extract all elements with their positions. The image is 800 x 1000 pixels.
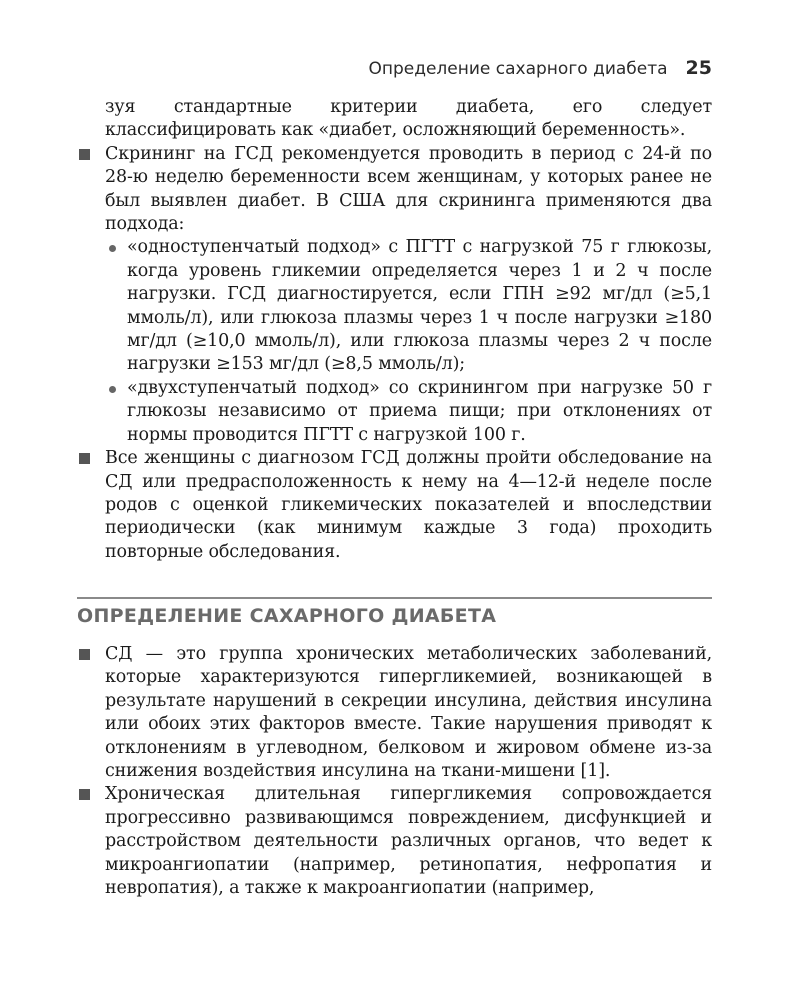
screening-approaches-list [105,236,712,447]
running-head [368,57,712,87]
definition-text-block [105,643,712,900]
square-bullet-icon [79,789,90,800]
section-divider [77,597,712,599]
square-bullet-icon [79,649,90,660]
approach-text: «одноступенчатый подход» с ПГТТ с нагрузкой 75 г глюкозы, когда уровень гликемии определяется через 1 и 2 ч после нагрузки. ГСД диагностируется, если ГПН ≥92 мг/дл (≥5,1 ммоль/л), или глюкоза плазмы через 1 ч после нагрузки ≥180 мг/дл (≥10,0 ммоль/л), или глюкоза плазмы через 2 ч после нагрузки ≥153 мг/дл (≥8,5 ммоль/л); [127,237,712,375]
screening-list-item [105,143,712,447]
approach-text: «двухступенчатый подход» со скринингом при нагрузке 50 г глюкозы независимо от приема пищи; при отклонениях от нормы проводится ПГТТ с нагрузкой 100 г. [127,377,712,445]
hyperglycemia-list-item [105,783,712,900]
approach-item-one-step [105,236,712,376]
square-bullet-icon [79,149,90,160]
round-bullet-icon [109,386,116,393]
definition-list-item [105,643,712,783]
section-heading: ОПРЕДЕЛЕНИЕ САХАРНОГО ДИАБЕТА [77,605,497,627]
hyperglycemia-text: Хроническая длительная гипергликемия сопровождается прогрессивно развивающимся повреждением, дисфункцией и расстройством деятельности различных органов, что ведет к микроангиопатии (например, ретинопатия, нефропатия и невропатия), а также к макроангиопатии (например, [105,784,712,899]
definition-text: СД — это группа хронических метаболических заболеваний, которые характеризуются гипергликемией, возникающей в результате нарушений в секреции инсулина, действия инсулина или обоих этих факторов вместе. Такие нарушения приводят к отклонениям в углеводном, белковом и жировом обмене из-за снижения воздействия инсулина на ткани-мишени [1]. [105,644,712,782]
round-bullet-icon [109,245,116,252]
approach-item-two-step [105,377,712,447]
square-bullet-icon [79,453,90,464]
running-title: Определение сахарного диабета [368,59,668,79]
continued-paragraph: зуя стандартные критерии диабета, его следует классифицировать как «диабет, осложняющий беременность». [105,97,712,141]
upper-text-block [105,96,712,564]
page-number: 25 [685,57,712,79]
followup-text: Все женщины с диагнозом ГСД должны пройти обследование на СД или предрасположенность к нему на 4—12-й неделе после родов с оценкой гликемических показателей и впоследствии периодически (как минимум каждые 3 года) проходить повторные обследования. [105,448,712,562]
followup-list-item [105,447,712,564]
screening-text: Скрининг на ГСД рекомендуется проводить в период с 24-й по 28-ю неделю беременности всем женщинам, у которых ранее не был выявлен диабет. В США для скрининга применяются два подхода: [105,143,712,235]
